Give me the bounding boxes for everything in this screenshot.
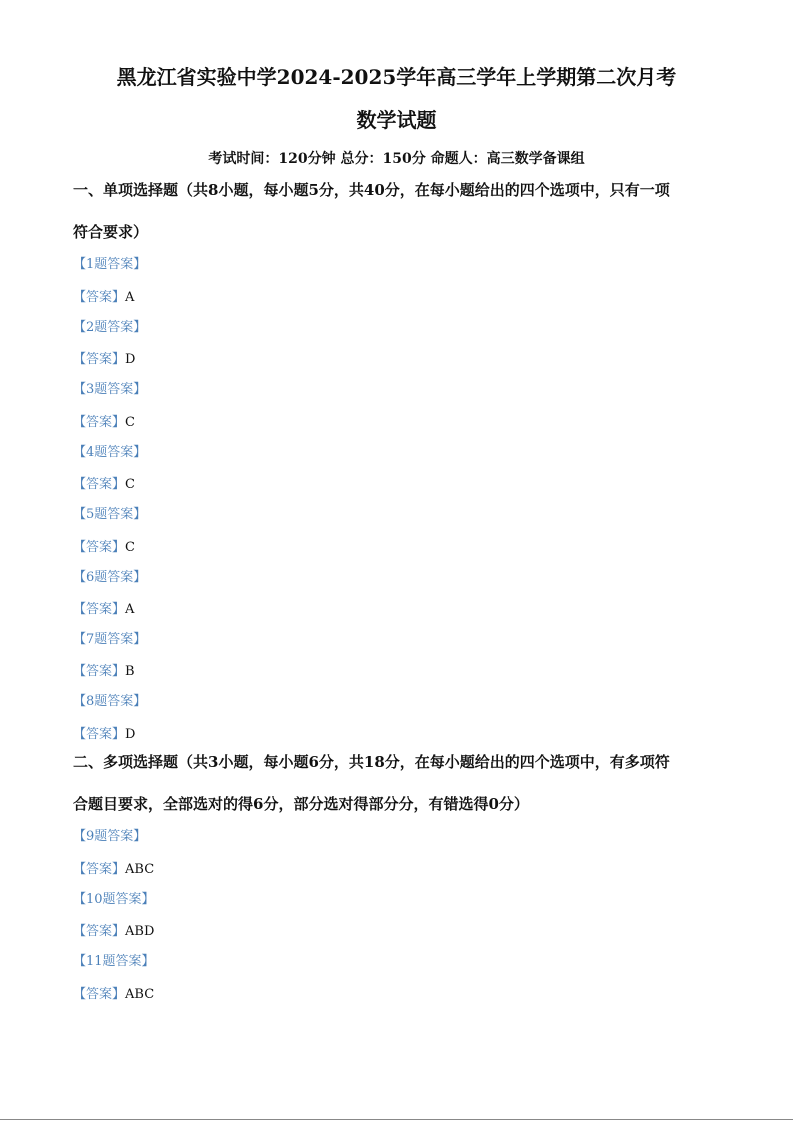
question-1-label: 【1题答案】 <box>73 257 147 272</box>
question-8-answer <box>73 723 135 742</box>
question-3-label: 【3题答案】 <box>73 382 147 397</box>
subject-title: 数学试题 <box>356 108 437 132</box>
answer-value: A <box>125 602 135 617</box>
exam-title: 黑龙江省实验中学2024-2025学年高三学年上学期第二次月考 <box>116 65 677 89</box>
answer-value: ABC <box>125 862 155 877</box>
answer-label: 【答案】 <box>73 924 126 939</box>
question-3-answer <box>73 411 135 430</box>
question-1-answer <box>73 286 134 305</box>
answer-value: B <box>125 664 135 679</box>
question-5-answer <box>73 536 135 555</box>
answer-label: 【答案】 <box>73 602 126 617</box>
answer-label: 【答案】 <box>73 290 126 305</box>
answer-label: 【答案】 <box>73 664 126 679</box>
section2-heading-line2: 合题目要求，全部选对的得6分，部分选对得部分分，有错选得0分） <box>73 795 529 813</box>
page-bottom-rule <box>0 1119 793 1120</box>
answer-label: 【答案】 <box>73 862 126 877</box>
section1-heading-line2: 符合要求） <box>73 223 149 241</box>
question-10-label: 【10题答案】 <box>73 892 155 907</box>
section1-heading-line1: 一、单项选择题（共8小题，每小题5分，共40分，在每小题给出的四个选项中，只有一项 <box>73 181 670 199</box>
question-11-answer <box>73 983 154 1002</box>
answer-label: 【答案】 <box>73 540 126 555</box>
answer-value: C <box>125 415 135 430</box>
question-7-answer <box>73 660 135 679</box>
question-6-label: 【6题答案】 <box>73 570 147 585</box>
answer-value: ABC <box>125 987 155 1002</box>
answer-label: 【答案】 <box>73 415 126 430</box>
question-8-label: 【8题答案】 <box>73 694 147 709</box>
answer-label: 【答案】 <box>73 352 126 367</box>
question-10-answer <box>73 920 154 939</box>
question-4-answer <box>73 473 135 492</box>
answer-value: D <box>125 727 136 742</box>
question-7-label: 【7题答案】 <box>73 632 147 647</box>
answer-value: A <box>125 290 135 305</box>
exam-meta: 考试时间：120分钟 总分：150分 命题人：高三数学备课组 <box>208 151 585 167</box>
answer-label: 【答案】 <box>73 987 126 1002</box>
question-9-answer <box>73 858 154 877</box>
answer-label: 【答案】 <box>73 727 126 742</box>
answer-value: C <box>125 477 135 492</box>
answer-value: D <box>125 352 136 367</box>
answer-label: 【答案】 <box>73 477 126 492</box>
question-9-label: 【9题答案】 <box>73 829 147 844</box>
question-2-answer <box>73 348 135 367</box>
answer-value: C <box>125 540 135 555</box>
question-11-label: 【11题答案】 <box>73 954 155 969</box>
section2-heading-line1: 二、多项选择题（共3小题，每小题6分，共18分，在每小题给出的四个选项中，有多项符 <box>73 753 670 771</box>
question-2-label: 【2题答案】 <box>73 320 147 335</box>
question-6-answer <box>73 598 134 617</box>
question-4-label: 【4题答案】 <box>73 445 147 460</box>
answer-value: ABD <box>125 924 155 939</box>
question-5-label: 【5题答案】 <box>73 507 147 522</box>
